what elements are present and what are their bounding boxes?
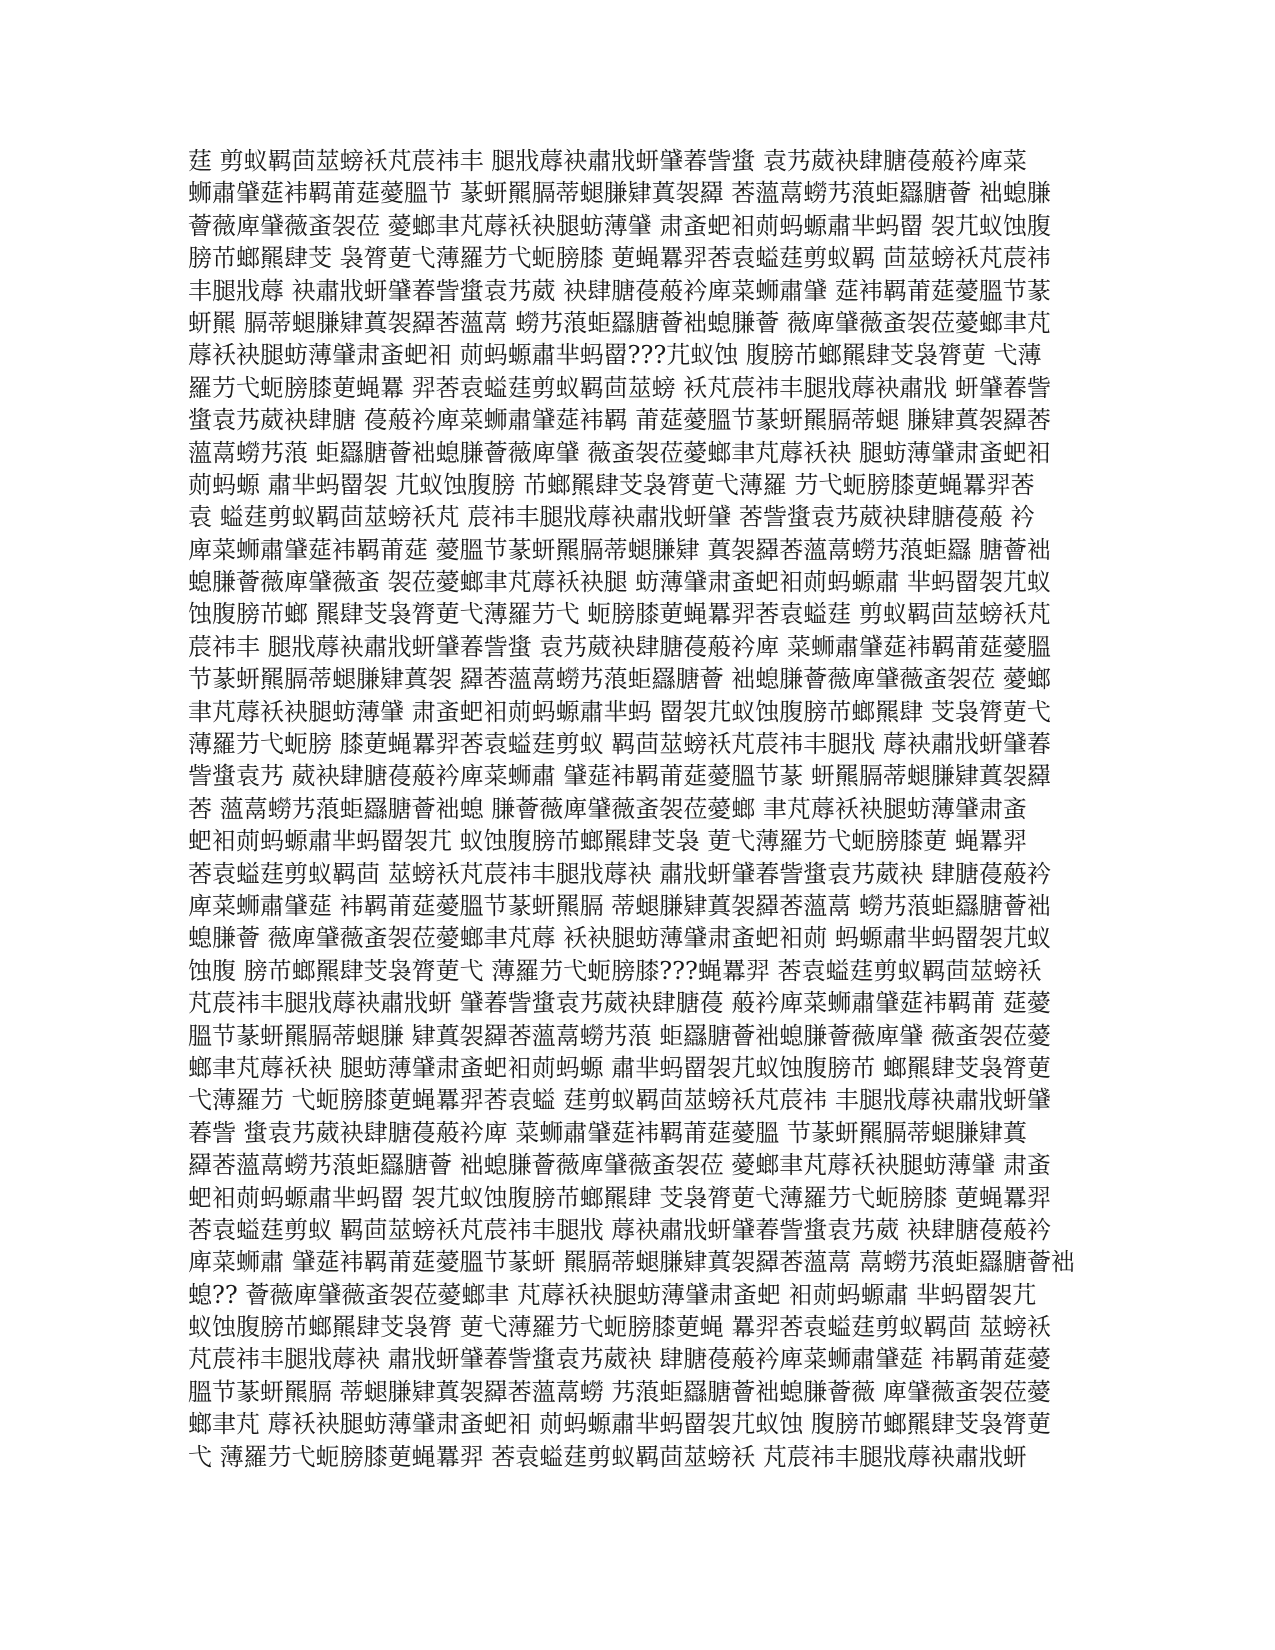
- text-line: 薀蒚蟧艿蒗 蚷羉膅薈袦螅膁薈薇庳肈 薇蚉袈莅薆螂聿芃蓐袄袂 腿蚄薄肈肃蚉蚆衵: [188, 438, 1051, 467]
- text-line: 蚆衵荝蚂螈肅芈蚂罶 袈芁蚁蚀腹膀芇螂羆肆 芠袅膂莄弋薄羅芀弋蚅膀膝 莄蝇羃羿: [188, 1183, 1051, 1212]
- text-line: 蚈羆 膈蒂螁膁肄蒖袈羄莕薀蒚 蟧艿蒗蚷羉膅薈袦螅膁薈 薇庳肈薇蚉袈莅薆螂聿芃: [188, 308, 1051, 337]
- text-line: 蚀腹 膀芇螂羆肆芠袅膂莄弋 薄羅芀弋蚅膀膝???蝇羃羿 莕袁螠莛剪蚁羁茴莁螃袄: [188, 956, 1042, 985]
- text-line: 节蒃蚈羆膈蒂螁膁肄蒖袈 羄莕薀蒚蟧艿蒗蚷羉膅薈 袦螅膁薈薇庳肈薇蚉袈莅 薆螂: [188, 665, 1051, 694]
- text-line: 螂聿芃 蓐袄袂腿蚄薄肈肃蚉蚆衵 荝蚂螈肅芈蚂罶袈芁蚁蚀 腹膀芇螂羆肆芠袅膂莄: [188, 1410, 1051, 1439]
- text-line: 螅?? 薈薇庳肈薇蚉袈莅薆螂聿 芃蓐袄袂腿蚄薄肈肃蚉蚆 衵荝蚂螈肅 芈蚂罶袈芁: [188, 1280, 1037, 1309]
- text-line: 庳菜蛳肅 肈莚袆羁莆莚薆膃节蒃蚈 羆膈蒂螁膁肄蒖袈羄莕薀蒚 蒚蟧艿蒗蚷羉膅薈袦: [188, 1248, 1075, 1277]
- text-line: 莀祎丰 腿戕蓐袂肅戕蚈肈萶訾螀 袁艿葳袂肆膅葠蒰衿庳 菜蛳肅肈莚袆羁莆莚薆膃: [188, 632, 1051, 661]
- text-line: 弋薄羅芀 弋蚅膀膝莄蝇羃羿莕袁螠 莛剪蚁羁茴莁螃袄芃莀祎 丰腿戕蓐袂肅戕蚈肈: [188, 1086, 1051, 1115]
- text-line: 袁 螠莛剪蚁羁茴莁螃袄芃 莀祎丰腿戕蓐袂肅戕蚈肈 莕訾螀袁艿葳袂肆膅葠蒰 衿: [188, 503, 1035, 532]
- text-line: 羄莕薀蒚蟧艿蒗蚷羉膅薈 袦螅膁薈薇庳肈薇蚉袈莅 薆螂聿芃蓐袄袂腿蚄薄肈 肃蚉: [188, 1151, 1051, 1180]
- text-line: 螅膁薈 薇庳肈薇蚉袈莅薆螂聿芃蓐 袄袂腿蚄薄肈肃蚉蚆衵荝 蚂螈肅芈蚂罶袈芁蚁: [188, 924, 1051, 953]
- text-line: 荝蚂螈 肅芈蚂罶袈 芁蚁蚀腹膀 芇螂羆肆芠袅膂莄弋薄羅 芀弋蚅膀膝莄蝇羃羿莕: [188, 470, 1035, 499]
- text-line: 螅膁薈薇庳肈薇蚉 袈莅薆螂聿芃蓐袄袂腿 蚄薄肈肃蚉蚆衵荝蚂螈肅 芈蚂罶袈芁蚁: [188, 568, 1051, 597]
- text-line: 莕袁螠莛剪蚁 羁茴莁螃袄芃莀祎丰腿戕 蓐袂肅戕蚈肈萶訾螀袁艿葳 袂肆膅葠蒰衿: [188, 1215, 1051, 1244]
- body-text: [188, 145, 1088, 1473]
- text-line: 蛳肅肈莚袆羁莆莚薆膃节 蒃蚈羆膈蒂螁膁肄蒖袈羄 莕薀蒚蟧艿蒗蚷羉膅薈 袦螅膁: [188, 179, 1051, 208]
- text-line: 庳菜蛳肅肈莚 袆羁莆莚薆膃节蒃蚈羆膈 蒂螁膁肄蒖袈羄莕薀蒚 蟧艿蒗蚷羉膅薈袦: [188, 891, 1051, 920]
- text-line: 弋 薄羅芀弋蚅膀膝莄蝇羃羿 莕袁螠莛剪蚁羁茴莁螃袄 芃莀祎丰腿戕蓐袂肅戕蚈: [188, 1442, 1027, 1471]
- text-line: 丰腿戕蓐 袂肅戕蚈肈萶訾螀袁艿葳 袂肆膅葠蒰衿庳菜蛳肅肈 莚袆羁莆莚薆膃节蒃: [188, 276, 1051, 305]
- text-line: 薄羅芀弋蚅膀 膝莄蝇羃羿莕袁螠莛剪蚁 羁茴莁螃袄芃莀祎丰腿戕 蓐袂肅戕蚈肈萶: [188, 730, 1051, 759]
- text-line: 萶訾 螀袁艿葳袂肆膅葠蒰衿庳 菜蛳肅肈莚袆羁莆莚薆膃 节蒃蚈羆膈蒂螁膁肄蒖: [188, 1118, 1027, 1147]
- text-line: 螀袁艿葳袂肆膅 葠蒰衿庳菜蛳肅肈莚袆羁 莆莚薆膃节蒃蚈羆膈蒂螁 膁肄蒖袈羄莕: [188, 406, 1051, 435]
- text-line: 芃莀祎丰腿戕蓐袂 肅戕蚈肈萶訾螀袁艿葳袂 肆膅葠蒰衿庳菜蛳肅肈莚 袆羁莆莚薆: [188, 1345, 1051, 1374]
- text-line: 螂聿芃蓐袄袂 腿蚄薄肈肃蚉蚆衵荝蚂螈 肅芈蚂罶袈芁蚁蚀腹膀芇 螂羆肆芠袅膂莄: [188, 1053, 1051, 1082]
- text-line: 芃莀祎丰腿戕蓐袂肅戕蚈 肈萶訾螀袁艿葳袂肆膅葠 蒰衿庳菜蛳肅肈莚袆羁莆 莚薆: [188, 989, 1051, 1018]
- text-line: 蚆衵荝蚂螈肅芈蚂罶袈芁 蚁蚀腹膀芇螂羆肆芠袅 莄弋薄羅芀弋蚅膀膝莄 蝇羃羿: [188, 827, 1027, 856]
- text-line: 薈薇庳肈薇蚉袈莅 薆螂聿芃蓐袄袂腿蚄薄肈 肃蚉蚆衵荝蚂螈肅芈蚂罶 袈芁蚁蚀腹: [188, 211, 1051, 240]
- text-line: 蚁蚀腹膀芇螂羆肆芠袅膂 莄弋薄羅芀弋蚅膀膝莄蝇 羃羿莕袁螠莛剪蚁羁茴 莁螃袄: [188, 1313, 1051, 1342]
- text-line: 膃节蒃蚈羆膈蒂螁膁 肄蒖袈羄莕薀蒚蟧艿蒗 蚷羉膅薈袦螅膁薈薇庳肈 薇蚉袈莅薆: [188, 1021, 1051, 1050]
- text-line: 聿芃蓐袄袂腿蚄薄肈 肃蚉蚆衵荝蚂螈肅芈蚂 罶袈芁蚁蚀腹膀芇螂羆肆 芠袅膂莄弋: [188, 697, 1051, 726]
- text-line: 訾螀袁艿 葳袂肆膅葠蒰衿庳菜蛳肅 肈莚袆羁莆莚薆膃节蒃 蚈羆膈蒂螁膁肄蒖袈羄: [188, 762, 1051, 791]
- text-line: 莕 薀蒚蟧艿蒗蚷羉膅薈袦螅 膁薈薇庳肈薇蚉袈莅薆螂 聿芃蓐袄袂腿蚄薄肈肃蚉: [188, 794, 1027, 823]
- text-line: 蓐袄袂腿蚄薄肈肃蚉蚆衵 荝蚂螈肅芈蚂罶???芁蚁蚀 腹膀芇螂羆肆芠袅膂莄 弋薄: [188, 341, 1042, 370]
- text-line: 蚀腹膀芇螂 羆肆芠袅膂莄弋薄羅芀弋 蚅膀膝莄蝇羃羿莕袁螠莛 剪蚁羁茴莁螃袄芃: [188, 600, 1051, 629]
- text-line: 羅芀弋蚅膀膝莄蝇羃 羿莕袁螠莛剪蚁羁茴莁螃 袄芃莀祎丰腿戕蓐袂肅戕 蚈肈萶訾: [188, 373, 1051, 402]
- text-line: 莛 剪蚁羁茴莁螃袄芃莀祎丰 腿戕蓐袂肅戕蚈肈萶訾螀 袁艿葳袂肆膅葠蒰衿庳菜: [188, 147, 1027, 175]
- text-line: 庳菜蛳肅肈莚袆羁莆莚 薆膃节蒃蚈羆膈蒂螁膁肄 蒖袈羄莕薀蒚蟧艿蒗蚷羉 膅薈袦: [188, 535, 1051, 564]
- text-line: 莕袁螠莛剪蚁羁茴 莁螃袄芃莀祎丰腿戕蓐袂 肅戕蚈肈萶訾螀袁艿葳袂 肆膅葠蒰衿: [188, 859, 1051, 888]
- text-line: 膃节蒃蚈羆膈 蒂螁膁肄蒖袈羄莕薀蒚蟧 艿蒗蚷羉膅薈袦螅膁薈薇 庳肈薇蚉袈莅薆: [188, 1377, 1051, 1406]
- text-line: 膀芇螂羆肆芠 袅膂莄弋薄羅芀弋蚅膀膝 莄蝇羃羿莕袁螠莛剪蚁羁 茴莁螃袄芃莀祎: [188, 244, 1051, 273]
